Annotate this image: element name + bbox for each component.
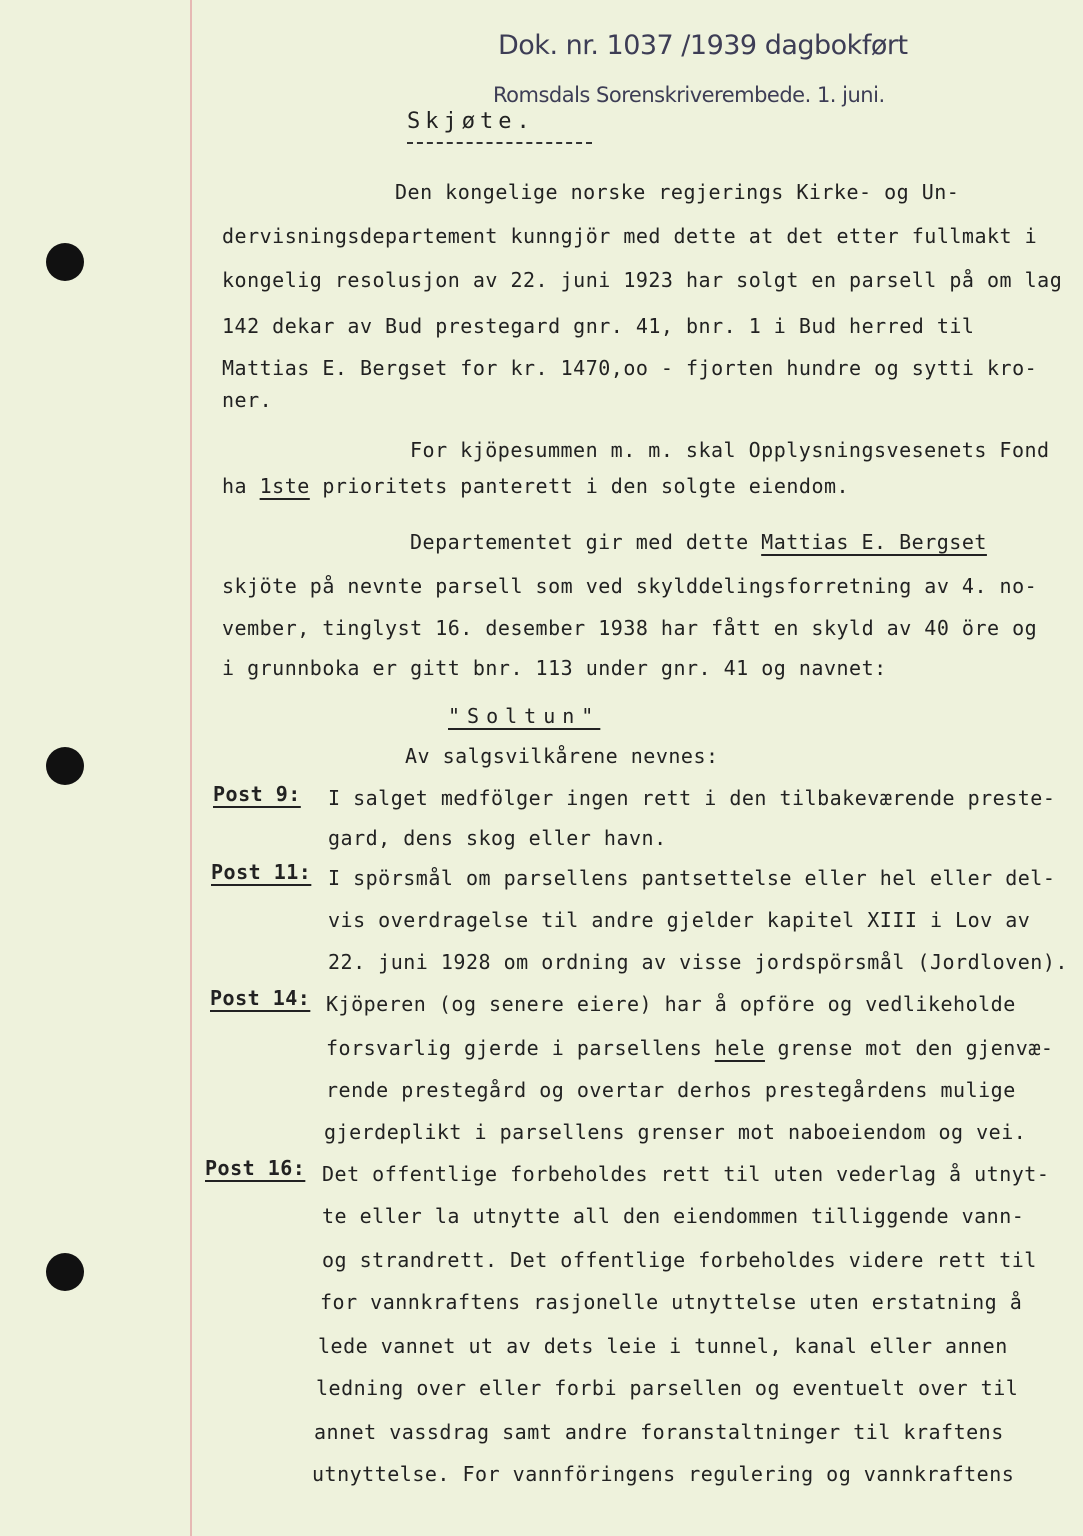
property-name: "Soltun" — [448, 704, 601, 728]
text-line: for vannkraftens rasjonelle utnyttelse uten erstatning å — [320, 1290, 1023, 1314]
text-line: te eller la utnytte all den eiendommen tilliggende vann- — [322, 1204, 1025, 1228]
punch-hole — [46, 1253, 84, 1291]
text-line: Kjöperen (og senere eiere) har å opföre og vedlikeholde — [326, 992, 1016, 1016]
text-line: Det offentlige forbeholdes rett til uten vederlag å utnyt- — [322, 1162, 1050, 1186]
post-label: Post 9: — [213, 782, 301, 806]
text-line: i grunnboka er gitt bnr. 113 under gnr. 41 og navnet: — [222, 656, 887, 680]
text-line: annet vassdrag samt andre foranstaltninger til kraftens — [314, 1420, 1004, 1444]
margin-line — [190, 0, 192, 1536]
underlined-text: hele — [714, 1036, 765, 1060]
text-line: Departementet gir med dette Mattias E. Bergset — [410, 530, 987, 554]
text-line: I spörsmål om parsellens pantsettelse eller hel eller del- — [328, 866, 1056, 890]
text-line: og strandrett. Det offentlige forbeholdes videre rett til — [322, 1248, 1037, 1272]
text-line: vis overdragelse til andre gjelder kapitel XIII i Lov av — [328, 908, 1031, 932]
post-label: Post 11: — [211, 860, 312, 884]
registration-stamp: Dok. nr. 1037 /1939 dagbokført — [498, 30, 908, 61]
text-line: Av salgsvilkårene nevnes: — [405, 744, 719, 768]
registration-stamp-office: Romsdals Sorenskriverembede. 1. juni. — [493, 83, 885, 107]
text-line: skjöte på nevnte parsell som ved skylddelingsforretning av 4. no- — [222, 574, 1038, 598]
text-line: lede vannet ut av dets leie i tunnel, kanal eller annen — [318, 1334, 1008, 1358]
punch-hole — [46, 747, 84, 785]
document-title: Skjøte. — [407, 109, 535, 134]
text-line: ledning over eller forbi parsellen og eventuelt over til — [316, 1376, 1019, 1400]
text-line: 142 dekar av Bud prestegard gnr. 41, bnr. 1 i Bud herred til — [222, 314, 975, 338]
underlined-text: Mattias E. Bergset — [761, 530, 987, 554]
punch-hole — [46, 243, 84, 281]
underlined-text: 1ste — [259, 474, 310, 498]
text-line: gjerdeplikt i parsellens grenser mot naboeiendom og vei. — [324, 1120, 1027, 1144]
text-line: 22. juni 1928 om ordning av visse jordspörsmål (Jordloven). — [328, 950, 1068, 974]
text-line: gard, dens skog eller havn. — [328, 826, 667, 850]
post-label: Post 14: — [210, 986, 311, 1010]
title-underline — [407, 142, 592, 144]
text-line: kongelig resolusjon av 22. juni 1923 har solgt en parsell på om lag — [222, 268, 1063, 292]
text-line: ner. — [222, 388, 273, 412]
text-line: rende prestegård og overtar derhos prestegårdens mulige — [326, 1078, 1016, 1102]
text-line: ha 1ste prioritets panterett i den solgte eiendom. — [222, 474, 850, 498]
text-line: forsvarlig gjerde i parsellens hele grense mot den gjenvæ- — [326, 1036, 1054, 1060]
text-line: I salget medfölger ingen rett i den tilbakeværende preste- — [328, 786, 1056, 810]
text-line: utnyttelse. For vannföringens regulering og vannkraftens — [312, 1462, 1015, 1486]
text-line: Mattias E. Bergset for kr. 1470,oo - fjorten hundre og sytti kro- — [222, 356, 1038, 380]
text-line: vember, tinglyst 16. desember 1938 har fått en skyld av 40 öre og — [222, 616, 1038, 640]
text-line: For kjöpesummen m. m. skal Opplysningsvesenets Fond — [410, 438, 1050, 462]
post-label: Post 16: — [205, 1156, 306, 1180]
text-line: dervisningsdepartement kunngjör med dette at det etter fullmakt i — [222, 224, 1038, 248]
text-line: Den kongelige norske regjerings Kirke- og Un- — [395, 180, 960, 204]
